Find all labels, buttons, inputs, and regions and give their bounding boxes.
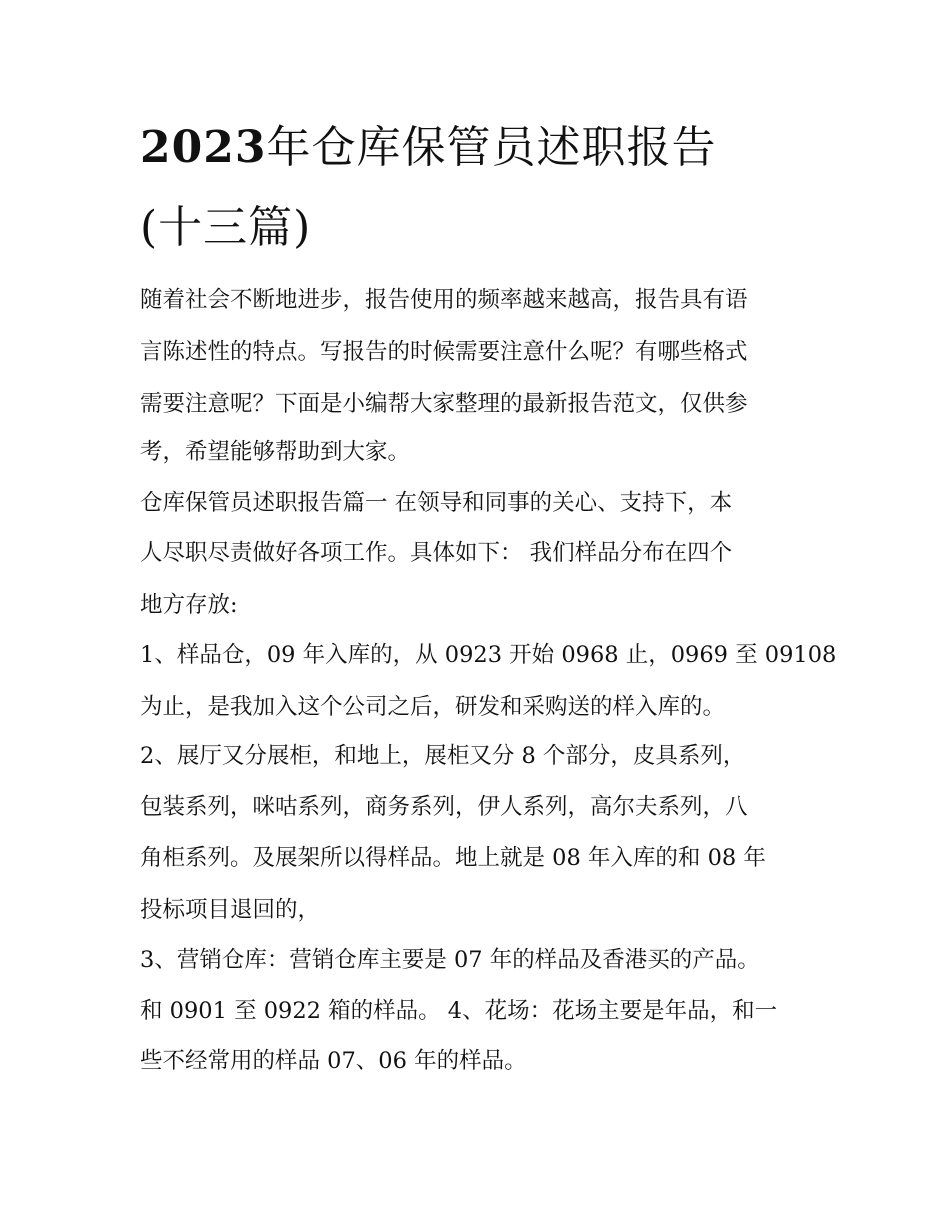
text-line: 随着社会不断地进步，报告使用的频率越来越高，报告具有语 bbox=[140, 287, 748, 313]
text-line: 考，希望能够帮助到大家。 bbox=[140, 439, 411, 465]
text-line: 2、展厅又分展柜，和地上，展柜又分 8 个部分，皮具系列， bbox=[140, 743, 746, 769]
text-line: 言陈述性的特点。写报告的时候需要注意什么呢？有哪些格式 bbox=[140, 339, 748, 365]
text-line: 仓库保管员述职报告篇一 在领导和同事的关心、支持下，本 bbox=[140, 490, 733, 516]
text-line: 1、样品仓，09 年入库的，从 0923 开始 0968 止，0969 至 09108 bbox=[140, 642, 837, 668]
text-line: 些不经常用的样品 07、06 年的样品。 bbox=[140, 1048, 527, 1074]
page-title-line-1 bbox=[140, 120, 716, 176]
text-line: 投标项目退回的， bbox=[140, 897, 321, 923]
text-line: 和 0901 至 0922 箱的样品。 4、花场：花场主要是年品，和一 bbox=[140, 998, 778, 1024]
text-line: 角柜系列。及展架所以得样品。地上就是 08 年入库的和 08 年 bbox=[140, 845, 766, 871]
text-line: 3、营销仓库：营销仓库主要是 07 年的样品及香港买的产品。 bbox=[140, 947, 760, 973]
page-title-line-2: (十三篇) bbox=[140, 202, 312, 253]
text-line: 地方存放: bbox=[140, 592, 238, 618]
text-line: 需要注意呢？下面是小编帮大家整理的最新报告范文，仅供参 bbox=[140, 391, 748, 417]
text-line: 包装系列，咪咕系列，商务系列，伊人系列，高尔夫系列，八 bbox=[140, 794, 748, 820]
title-year: 2023 bbox=[140, 122, 267, 173]
text-line: 人尽职尽责做好各项工作。具体如下： 我们样品分布在四个 bbox=[140, 540, 733, 566]
title-text: 年仓库保管员述职报告 bbox=[266, 122, 717, 173]
text-line: 为止，是我加入这个公司之后，研发和采购送的样入库的。 bbox=[140, 694, 726, 720]
